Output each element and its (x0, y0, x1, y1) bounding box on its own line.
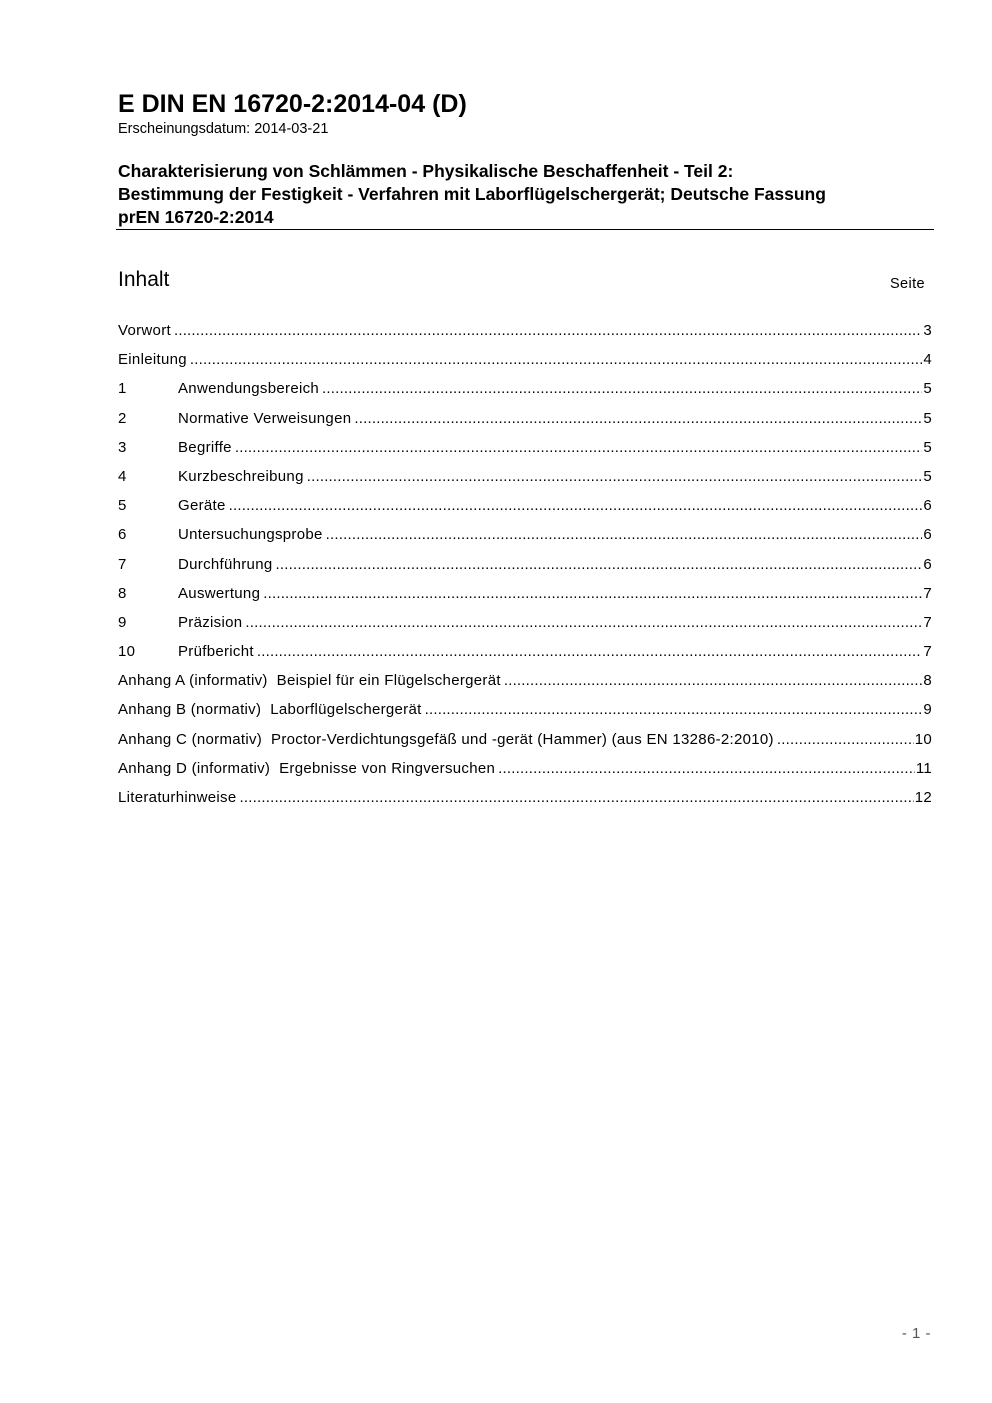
toc-entry-label: Normative Verweisungen (178, 409, 352, 427)
toc-entry[interactable] (118, 614, 932, 643)
toc-entry-label: Kurzbeschreibung (178, 467, 304, 485)
toc-entry[interactable] (118, 760, 932, 789)
toc-dot-leader (425, 701, 923, 718)
table-of-contents (118, 322, 932, 818)
toc-entry-page: 12 (914, 789, 932, 806)
toc-entry-page: 5 (923, 438, 932, 456)
toc-dot-leader (777, 731, 914, 748)
toc-entry-label: Anhang D (informativ) Ergebnisse von Ringversuchen (118, 759, 496, 777)
toc-entry-page: 7 (923, 613, 932, 631)
toc-entry-number: 8 (118, 584, 127, 602)
toc-dot-leader (322, 380, 922, 397)
toc-entry-page: 8 (923, 672, 932, 690)
toc-entry-number: 7 (118, 555, 127, 573)
toc-entry[interactable] (118, 322, 932, 351)
toc-entry[interactable] (118, 789, 932, 818)
toc-entry-page: 11 (915, 759, 932, 777)
toc-entry-page: 5 (923, 467, 932, 485)
toc-entry-page: 9 (923, 701, 932, 719)
toc-entry[interactable] (118, 497, 932, 526)
toc-dot-leader (504, 672, 923, 689)
toc-entry-label: Präzision (178, 613, 243, 631)
toc-entry[interactable] (118, 672, 932, 701)
toc-entry-number: 9 (118, 613, 127, 631)
toc-entry-number: 4 (118, 467, 127, 485)
title-divider (116, 229, 934, 230)
publication-date: Erscheinungsdatum: 2014-03-21 (118, 121, 329, 137)
toc-entry[interactable] (118, 410, 932, 439)
toc-entry-page: 6 (923, 497, 932, 515)
toc-entry-label: Anwendungsbereich (178, 380, 320, 398)
toc-entry-label: Begriffe (178, 438, 232, 456)
toc-entry[interactable] (118, 731, 932, 760)
toc-entry-number: 10 (118, 643, 136, 661)
toc-entry-label: Literaturhinweise (118, 789, 237, 806)
toc-dot-leader (229, 497, 923, 514)
toc-entry-label: Durchführung (178, 555, 273, 573)
toc-entry-label: Auswertung (178, 584, 261, 602)
toc-entry[interactable] (118, 380, 932, 409)
toc-entry[interactable] (118, 351, 932, 380)
toc-entry-label: Vorwort (118, 322, 171, 339)
toc-entry[interactable] (118, 526, 932, 555)
toc-entry-label: Geräte (178, 497, 226, 515)
document-title (118, 160, 934, 229)
toc-dot-leader (307, 468, 923, 485)
toc-entry[interactable] (118, 468, 932, 497)
toc-entry[interactable] (118, 556, 932, 585)
toc-entry-page: 5 (923, 380, 932, 398)
toc-entry-number: 6 (118, 526, 127, 544)
toc-dot-leader (245, 614, 922, 631)
title-line: Charakterisierung von Schlämmen - Physikalische Beschaffenheit - Teil 2: (118, 161, 734, 181)
toc-entry-page: 7 (923, 643, 932, 661)
toc-dot-leader (240, 789, 914, 806)
toc-entry-page: 4 (923, 351, 932, 369)
toc-entry-number: 1 (118, 380, 127, 398)
toc-entry[interactable] (118, 643, 932, 672)
toc-entry-number: 5 (118, 497, 127, 515)
toc-dot-leader (354, 410, 922, 427)
toc-entry[interactable] (118, 585, 932, 614)
document-id: E DIN EN 16720-2:2014-04 (D) (118, 90, 467, 118)
toc-entry-number: 3 (118, 438, 127, 456)
toc-page-column-label: Seite (889, 276, 925, 292)
toc-entry[interactable] (118, 701, 932, 730)
toc-entry-label: Anhang A (informativ) Beispiel für ein Flügelschergerät (118, 672, 501, 690)
toc-entry-label: Untersuchungsprobe (178, 526, 323, 544)
toc-dot-leader (276, 556, 923, 573)
title-line: prEN 16720-2:2014 (118, 207, 274, 227)
toc-heading: Inhalt (118, 268, 170, 291)
toc-entry-number: 2 (118, 409, 127, 427)
toc-dot-leader (263, 585, 922, 602)
toc-dot-leader (326, 526, 923, 543)
toc-entry-label: Prüfbericht (178, 643, 254, 661)
page-number: - 1 - (901, 1325, 931, 1342)
toc-dot-leader (190, 351, 922, 368)
toc-entry-page: 5 (923, 409, 932, 427)
toc-entry-page: 7 (923, 584, 932, 602)
title-line: Bestimmung der Festigkeit - Verfahren mit Laborflügelschergerät; Deutsche Fassung (118, 184, 826, 204)
toc-dot-leader (257, 643, 923, 660)
toc-dot-leader (498, 760, 915, 777)
toc-dot-leader (174, 322, 922, 339)
toc-entry-label: Anhang B (normativ) Laborflügelschergerät (118, 701, 422, 719)
toc-entry[interactable] (118, 439, 932, 468)
toc-entry-label: Einleitung (118, 351, 187, 369)
toc-entry-page: 3 (923, 322, 932, 339)
toc-entry-page: 6 (923, 526, 932, 544)
toc-entry-label: Anhang C (normativ) Proctor-Verdichtungsgefäß und -gerät (Hammer) (aus EN 13286-2:2010) (118, 730, 774, 748)
toc-dot-leader (235, 439, 923, 456)
toc-entry-page: 6 (923, 555, 932, 573)
toc-entry-page: 10 (914, 730, 932, 748)
